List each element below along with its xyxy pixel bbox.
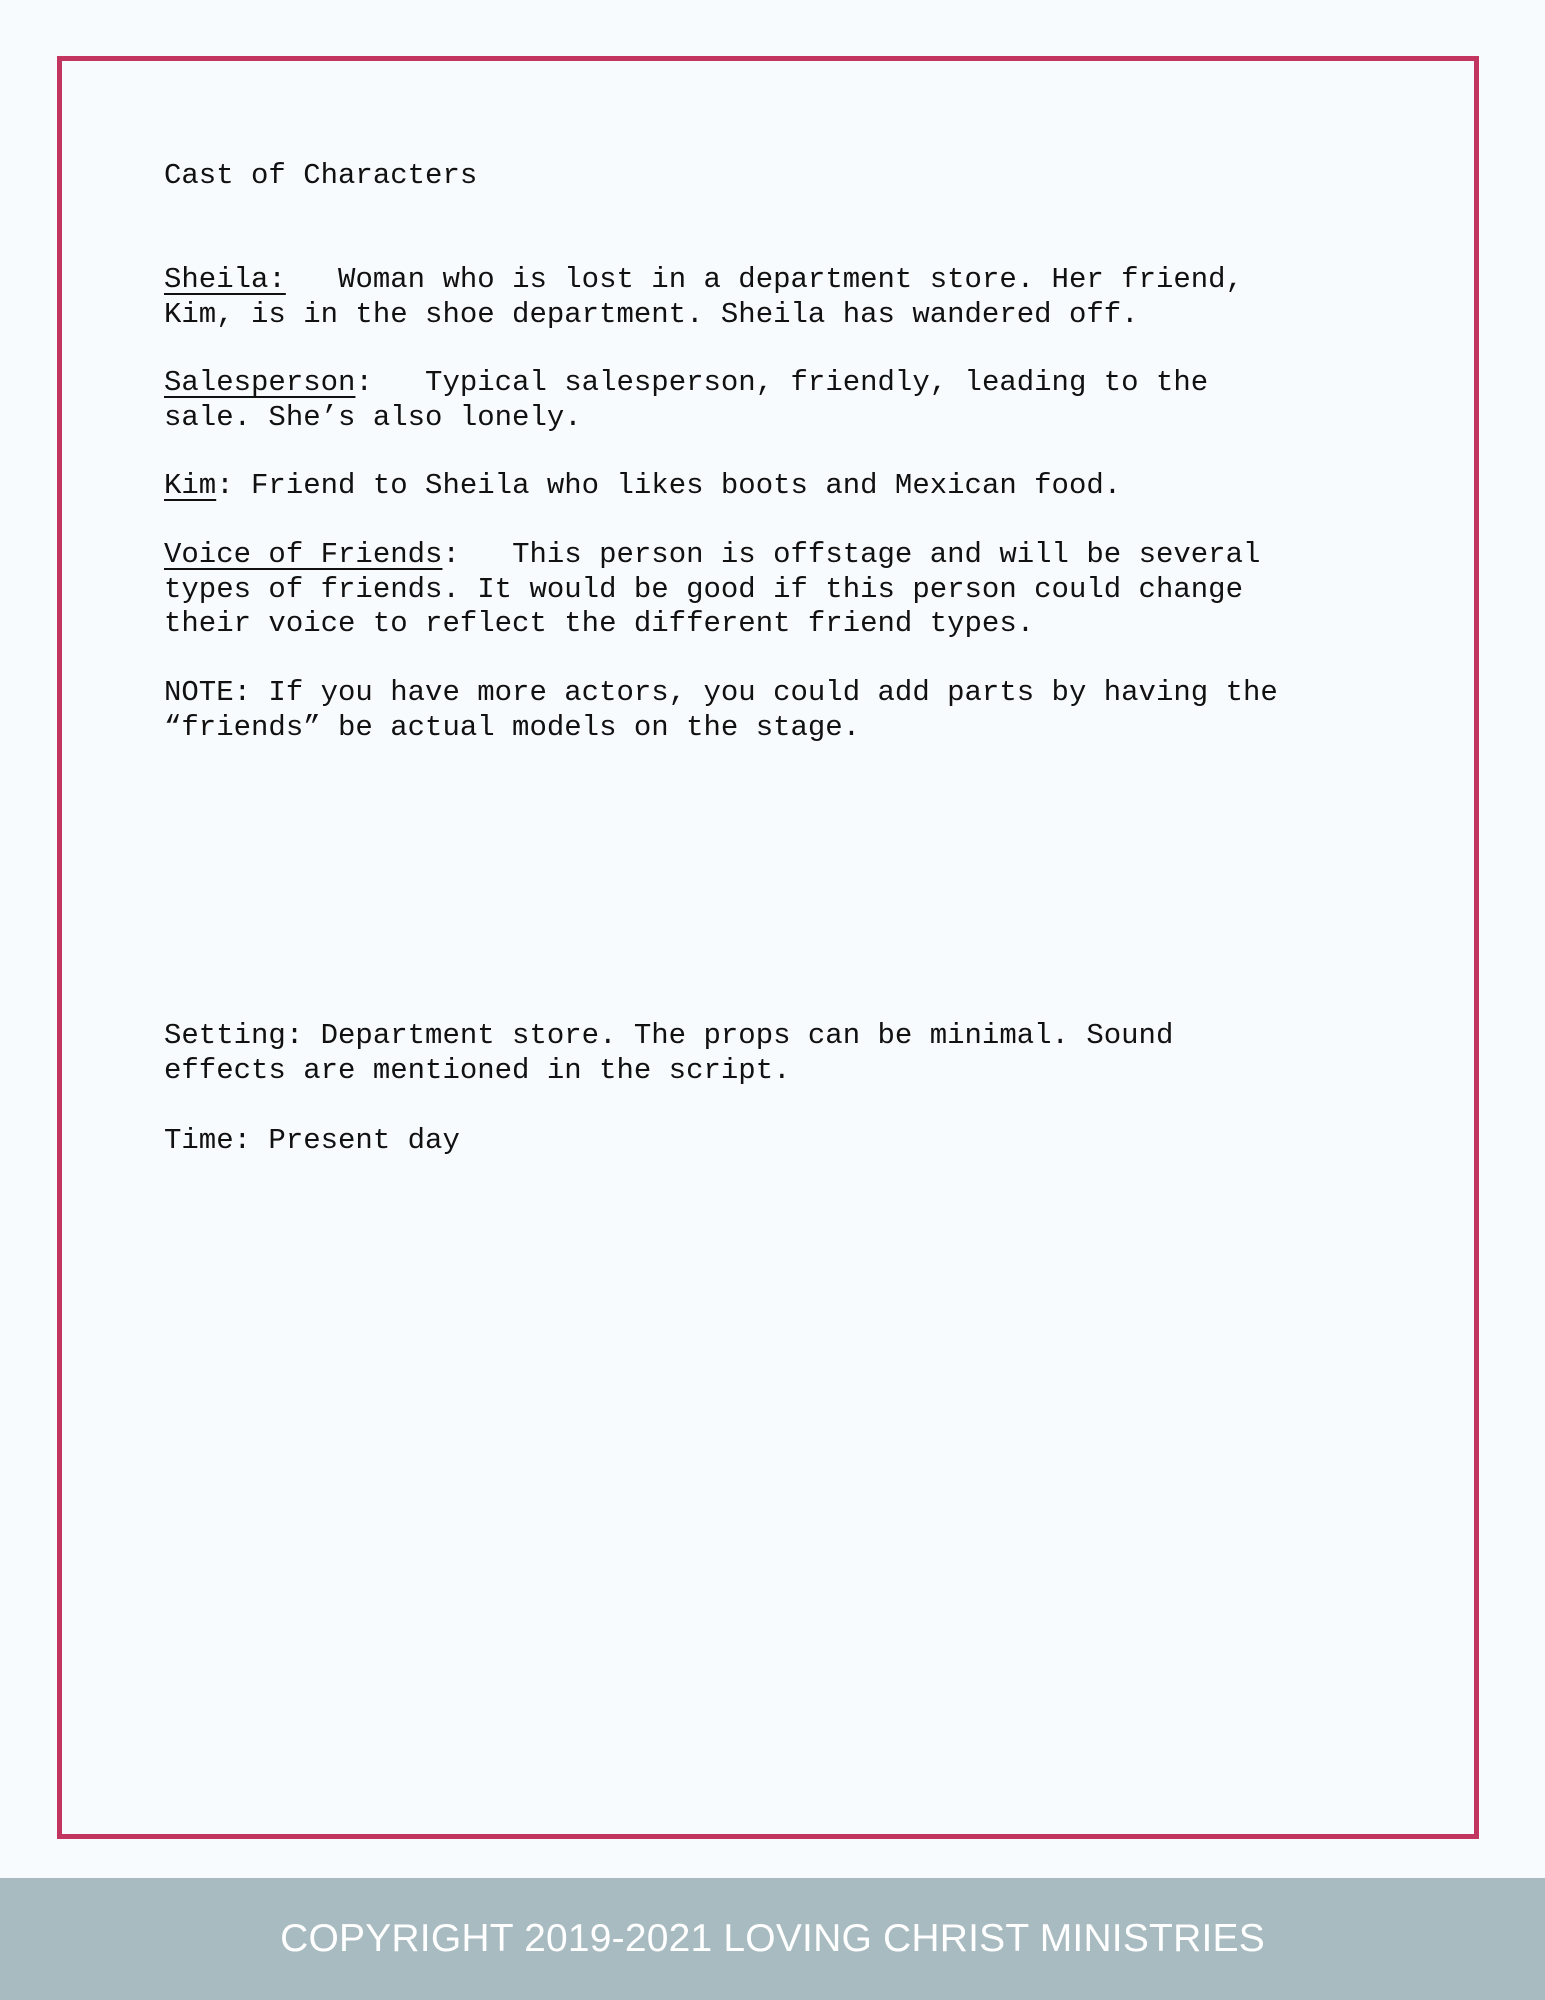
character-name: Kim: [164, 469, 217, 502]
character-description-cont: Kim, is in the shoe department. Sheila has wandered off.: [164, 297, 1139, 331]
copyright-text: COPYRIGHT 2019-2021 LOVING CHRIST MINISTRIES: [280, 1917, 1265, 1960]
character-sheila: [164, 263, 1404, 332]
character-description-cont: their voice to reflect the different friend types.: [164, 607, 1035, 640]
note-line: “friends” be actual models on the stage.: [164, 710, 861, 744]
character-name-suffix: :: [442, 538, 460, 571]
setting-paragraph: [164, 1019, 1404, 1088]
character-salesperson: [164, 366, 1404, 435]
character-voice-of-friends: [164, 538, 1404, 642]
setting-line: effects are mentioned in the script.: [164, 1053, 791, 1087]
character-name: Sheila:: [164, 263, 286, 296]
character-description-cont: types of friends. It would be good if this person could change: [164, 572, 1243, 606]
character-name: Voice of Friends: [164, 538, 443, 571]
character-description: Friend to Sheila who likes boots and Mexican food.: [233, 469, 1122, 502]
character-name: Salesperson: [164, 366, 356, 399]
setting-line: Setting: Department store. The props can be minimal. Sound: [164, 1019, 1174, 1052]
cast-heading: Cast of Characters: [164, 159, 478, 192]
character-name-suffix: :: [355, 366, 373, 399]
note-paragraph: [164, 676, 1404, 745]
note-line: NOTE: If you have more actors, you could add parts by having the: [164, 676, 1278, 709]
copyright-footer: [0, 1878, 1545, 2000]
character-description: This person is offstage and will be several: [459, 538, 1261, 571]
time-line: Time: Present day: [164, 1124, 460, 1157]
character-description-cont: sale. She’s also lonely.: [164, 400, 582, 434]
character-description: Typical salesperson, friendly, leading to the: [372, 366, 1209, 399]
character-description: Woman who is lost in a department store. Her friend,: [285, 263, 1243, 296]
character-kim: [164, 469, 1404, 504]
character-name-suffix: :: [216, 469, 234, 502]
